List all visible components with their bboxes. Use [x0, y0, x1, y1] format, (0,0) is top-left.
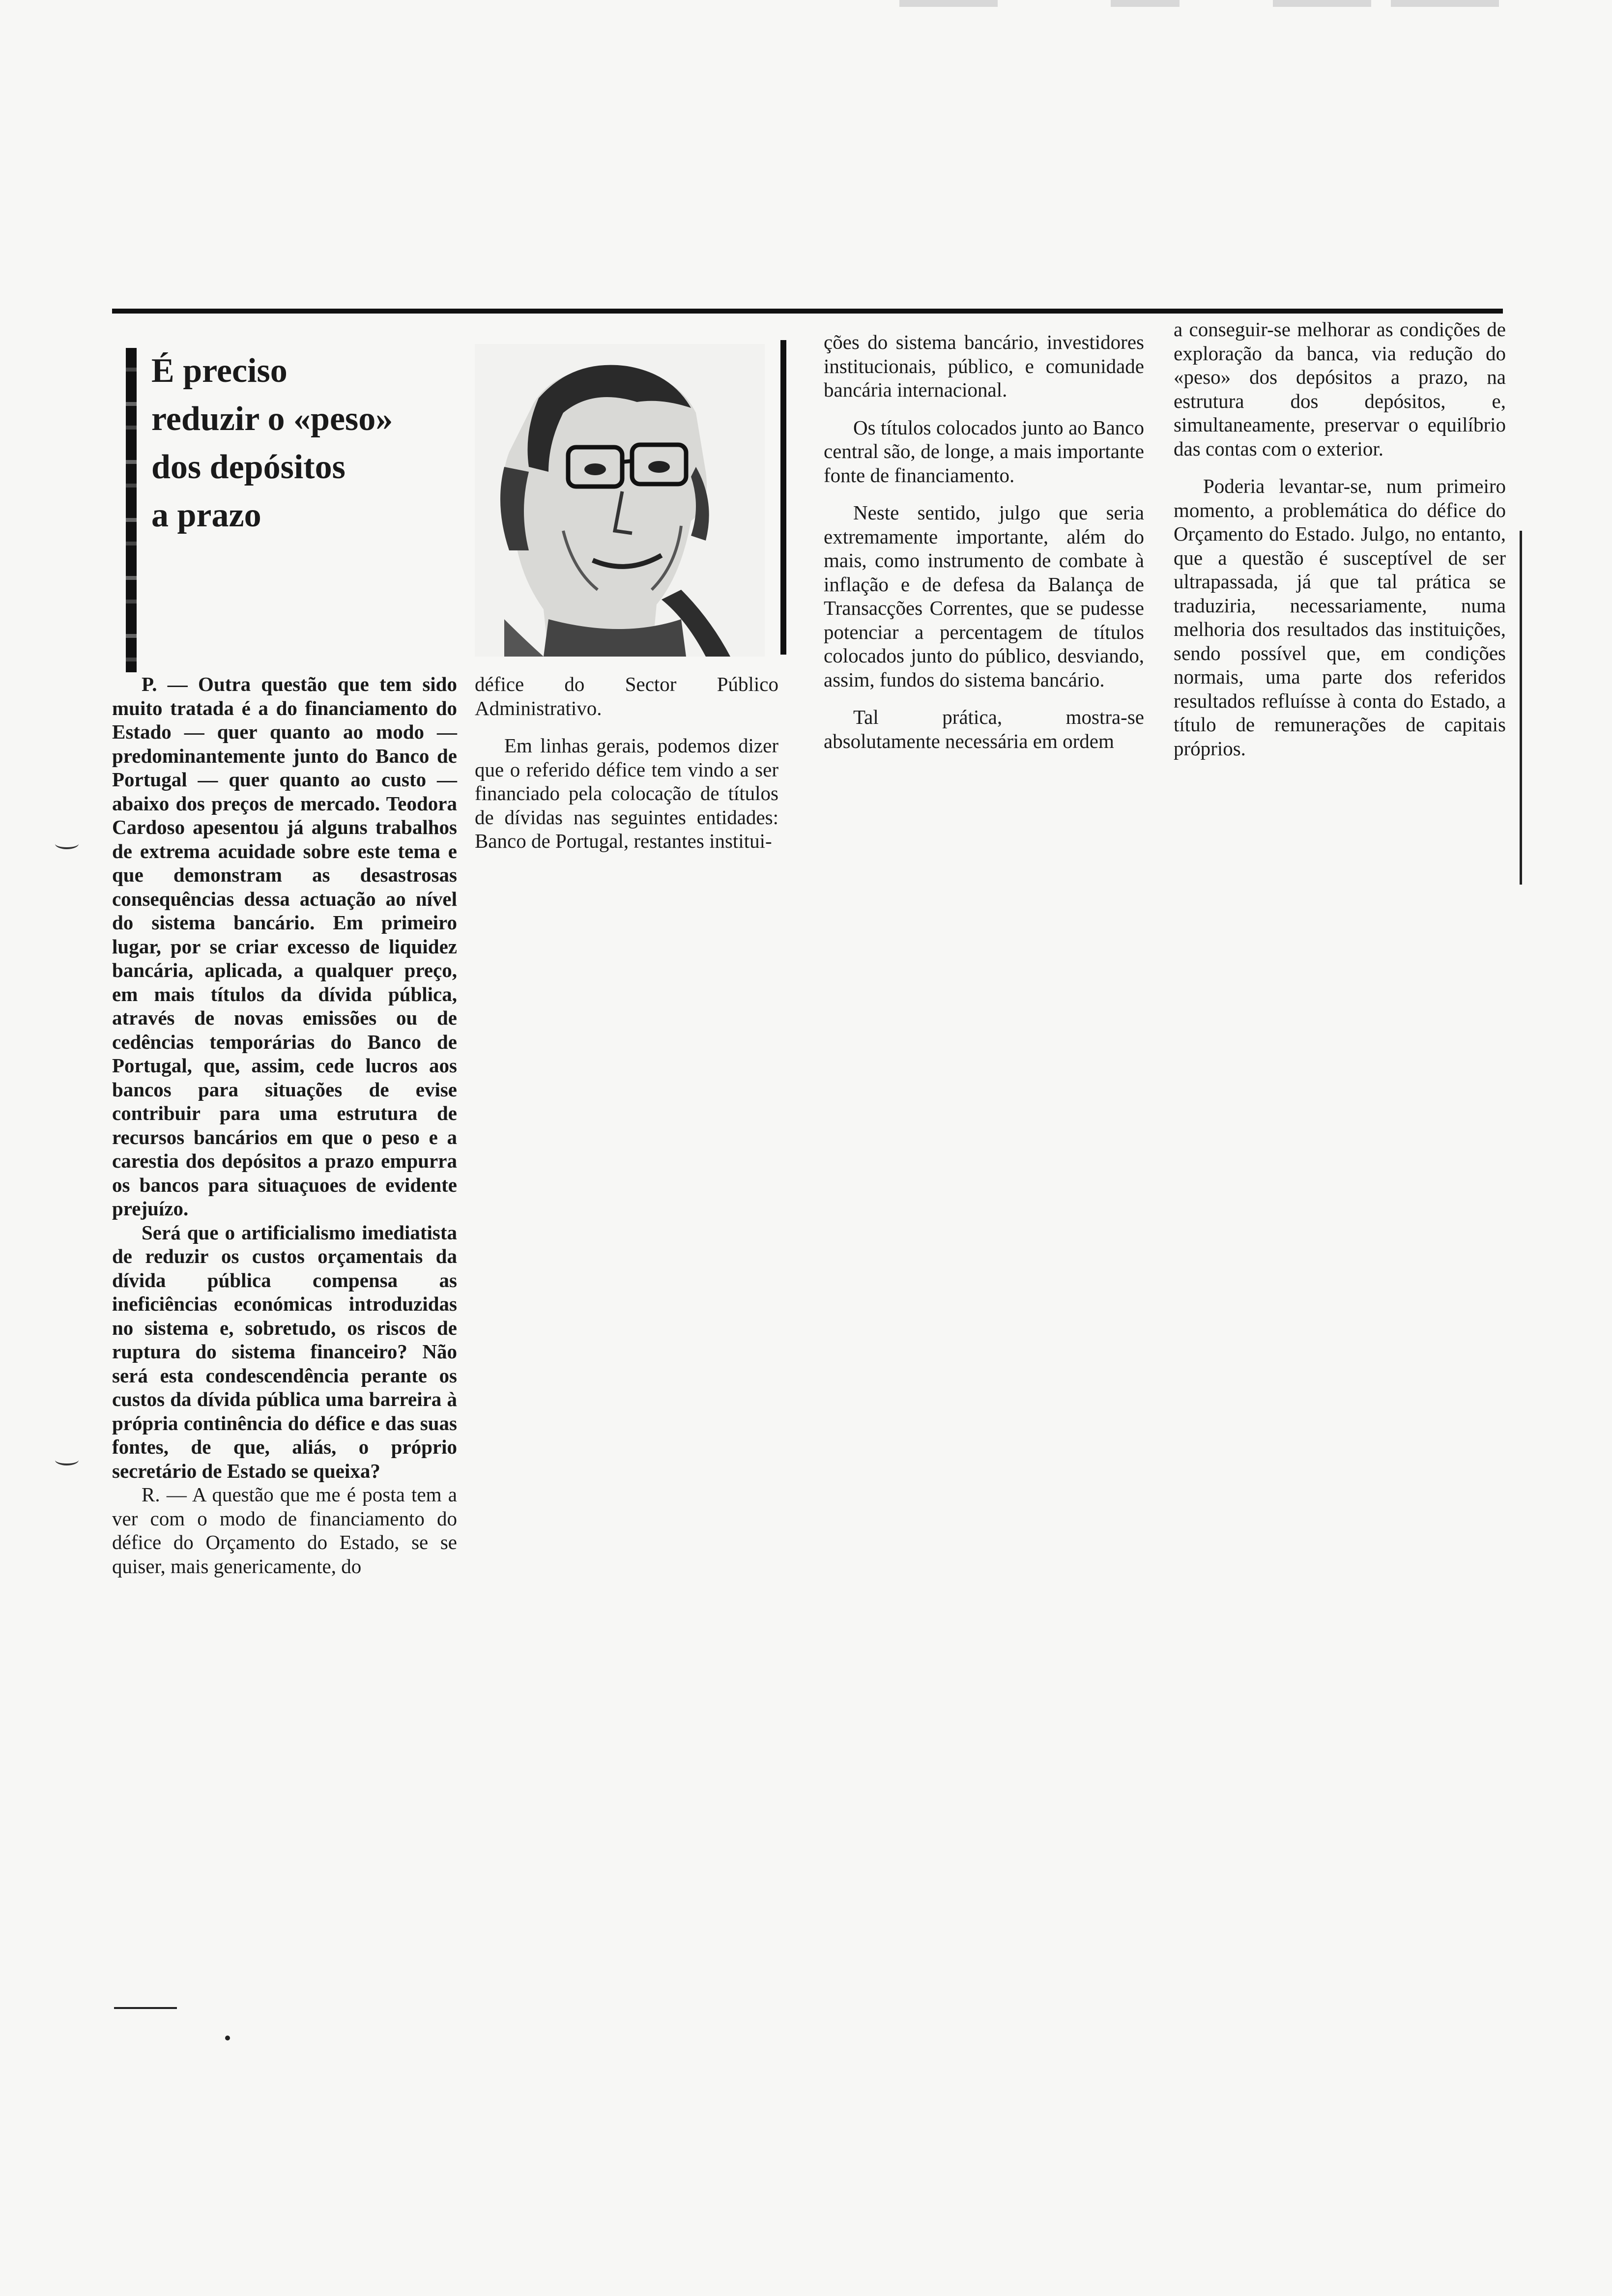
scan-artifact [1273, 0, 1371, 7]
body-paragraph: Os títulos colocados junto ao Banco central são, de longe, a mais importante fonte de financiamento. [824, 416, 1144, 487]
body-paragraph: Neste sentido, julgo que seria extremamente importante, além do mais, como instrumento de combate à inflação e de defesa da Balança de Transacções Correntes, que se pudesse potenciar a percentagem de títulos colocados junto do público, desviando, assim, fundos do sistema bancário. [824, 501, 1144, 691]
body-paragraph: Tal prática, mostra-se absolutamente necessária em ordem [824, 706, 1144, 752]
article-column-4 [1174, 317, 1506, 760]
article-column-1 [112, 672, 457, 1578]
margin-mark [55, 838, 79, 849]
body-paragraph: a conseguir-se melhorar as condições de exploração da banca, via redução do «peso» dos depósitos a prazo, na estrutura dos depósitos, e, simultaneamente, preservar o equilíbrio das contas com o exterior. [1174, 318, 1506, 460]
footer-rule [114, 2007, 177, 2009]
body-paragraph: ções do sistema bancário, investidores institucionais, público, e comunidade bancária internacional. [824, 331, 1144, 401]
headline-line: reduzir o «peso» [151, 400, 393, 438]
headline-line: É preciso [151, 352, 288, 390]
question-paragraph: P. — Outra questão que tem sido muito tratada é a do financiamento do Estado — quer quanto ao modo — predominantemente junto do Banco de Portugal — quer quanto ao custo — abaixo dos preços de mercado. Teodora Cardoso apesentou já alguns trabalhos de extrema acuidade sobre este tema e que demonstram as desastrosas consequências dessa actuação ao nível do sistema bancário. Em primeiro lugar, por se criar excesso de liquidez bancária, aplicada, a qualquer preço, em mais títulos da dívida pública, através de novas emissões ou de cedências temporárias do Banco de Portugal, que, assim, cede lucros aos bancos para situações de evise contribuir para uma estrutura de recursos bancários em que o peso e a carestia dos depósitos a prazo empurra os bancos para situaçuoes de evidente prejuízo. [112, 673, 457, 1220]
body-paragraph: Poderia levantar-se, num primeiro momento, a problemática do défice do Orçamento do Estado. Julgo, no entanto, que a questão é susceptível de ser ultrapassada, já que tal prática se traduziria, necessariamente, numa melhoria dos resultados das instituições, sendo possível que, em condições normais, uma parte dos referidos resultados refluísse à conta do Estado, a título de remunerações de capitais próprios. [1174, 475, 1506, 760]
headline-line: a prazo [151, 496, 261, 534]
ink-dot [225, 2036, 230, 2040]
portrait-photo-icon [475, 344, 765, 657]
right-column-rule [1520, 531, 1522, 885]
article-column-2 [475, 672, 778, 853]
scan-artifact [1391, 0, 1499, 7]
scan-artifact [1111, 0, 1180, 7]
body-paragraph: Em linhas gerais, podemos dizer que o referido défice tem vindo a ser financiado pela colocação de títulos de dívidas nas seguintes entidades: Banco de Portugal, restantes institui- [475, 734, 778, 852]
top-rule [112, 309, 1503, 314]
headline-line: dos depósitos [151, 448, 345, 486]
headline-bar [126, 348, 137, 672]
photo-column-rule [780, 340, 786, 655]
scan-artifact [899, 0, 998, 7]
article-column-3 [824, 330, 1144, 753]
question-paragraph: Será que o artificialismo imediatista de reduzir os custos orçamentais da dívida pública compensa as ineficiências económicas introduzidas no sistema e, sobretudo, os riscos de ruptura do sistema financeiro? Não será esta condescendência perante os custos da dívida pública uma barreira à própria continência do défice e das suas fontes, de que, aliás, o próprio secretário de Estado se queixa? [112, 1221, 457, 1482]
body-paragraph: défice do Sector Público Administrativo. [475, 673, 778, 719]
article-headline [151, 347, 427, 540]
margin-mark [55, 1455, 79, 1465]
answer-paragraph: R. — A questão que me é posta tem a ver com o modo de financiamento do défice do Orçamento do Estado, se se quiser, mais genericamente, do [112, 1483, 457, 1578]
